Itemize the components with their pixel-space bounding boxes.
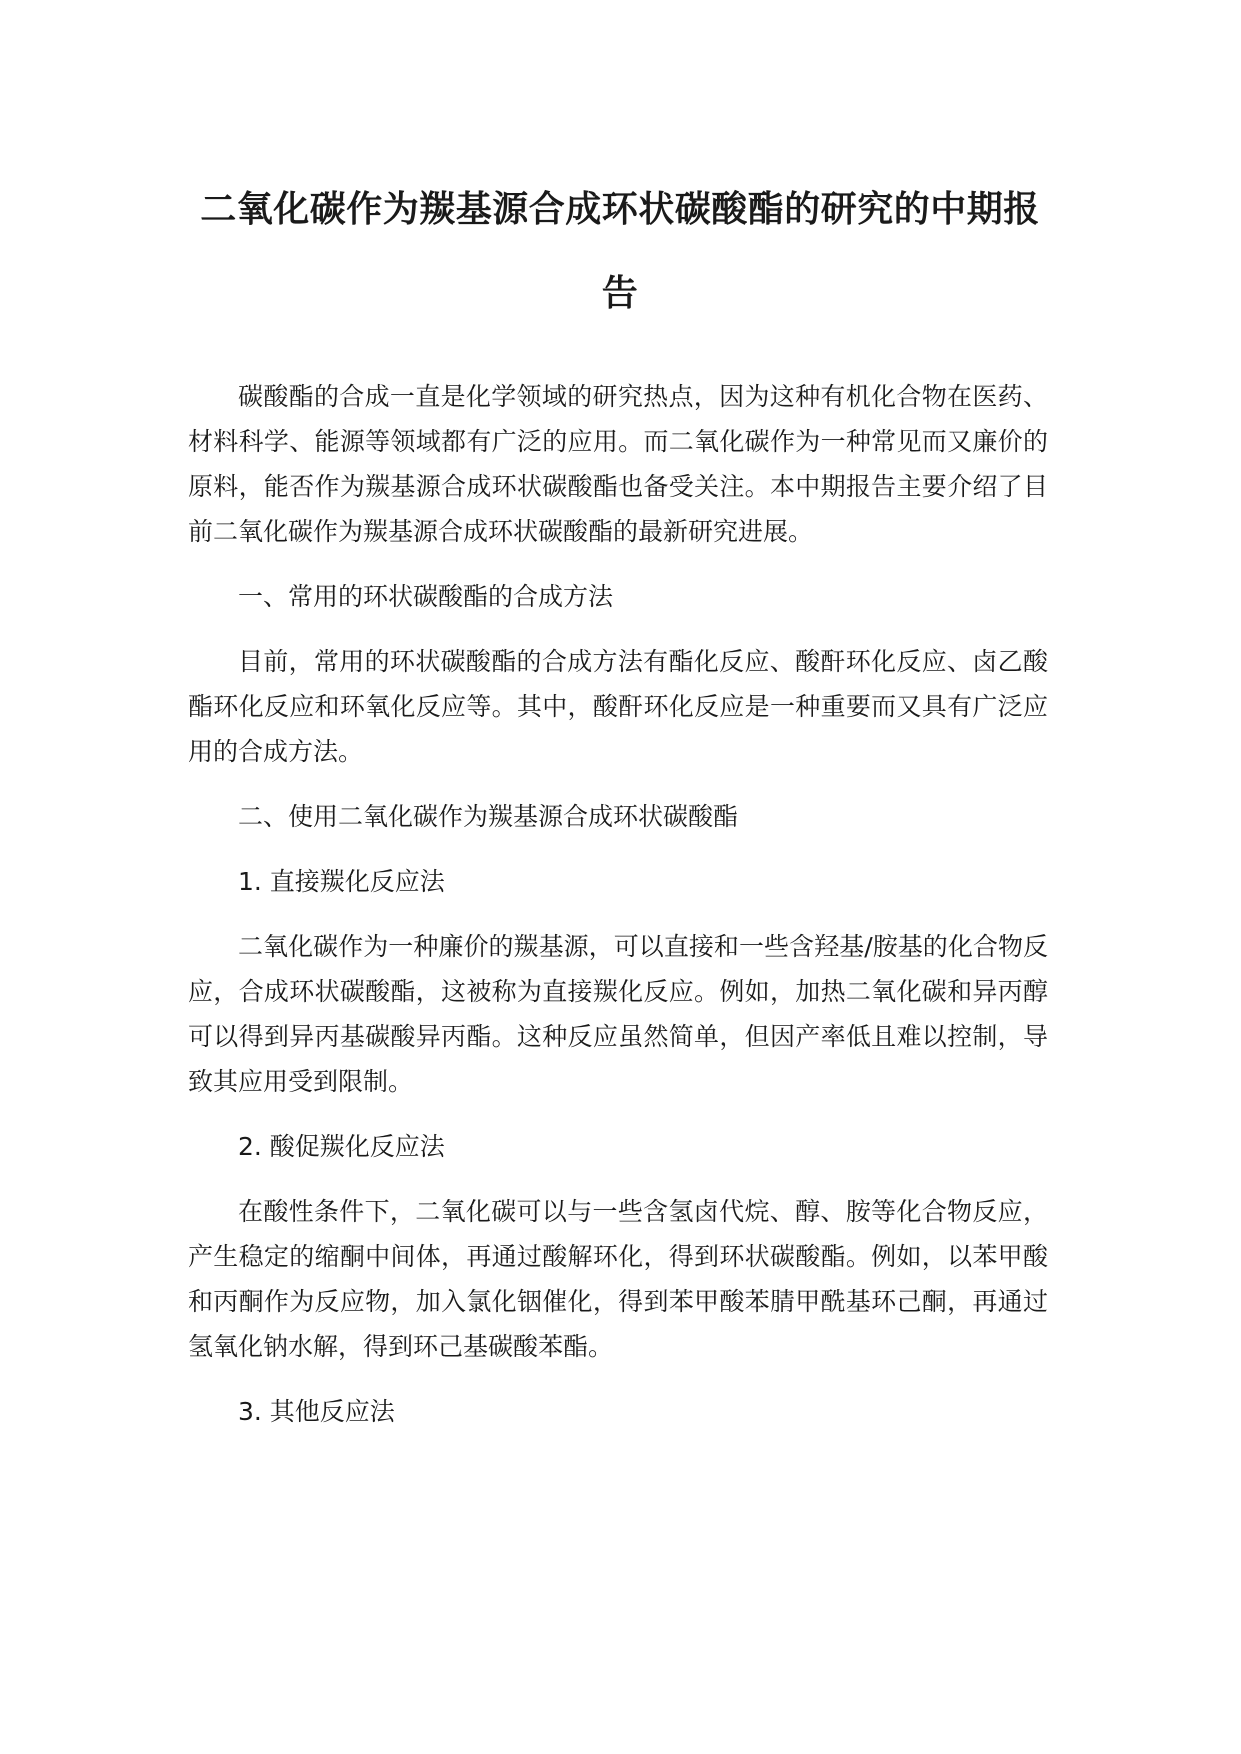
subsection-2-2-paragraph: 在酸性条件下，二氧化碳可以与一些含氢卤代烷、醇、胺等化合物反应，产生稳定的缩酮中间体，再通过酸解环化，得到环状碳酸酯。例如，以苯甲酸和丙酮作为反应物，加入氯化铟催化，得到苯甲酸苯腈甲酰基环己酮，再通过氢氧化钠水解，得到环己基碳酸苯酯。 — [188, 1197, 1048, 1361]
section-heading-2: 二、使用二氧化碳作为羰基源合成环状碳酸酯 — [238, 802, 739, 831]
section-1-paragraph: 目前，常用的环状碳酸酯的合成方法有酯化反应、酸酐环化反应、卤乙酸酯环化反应和环氧化反应等。其中，酸酐环化反应是一种重要而又具有广泛应用的合成方法。 — [188, 647, 1048, 766]
intro-paragraph: 碳酸酯的合成一直是化学领域的研究热点，因为这种有机化合物在医药、材料科学、能源等领域都有广泛的应用。而二氧化碳作为一种常见而又廉价的原料，能否作为羰基源合成环状碳酸酯也备受关注。本中期报告主要介绍了目前二氧化碳作为羰基源合成环状碳酸酯的最新研究进展。 — [188, 382, 1048, 546]
subsection-2-1-paragraph: 二氧化碳作为一种廉价的羰基源，可以直接和一些含羟基/胺基的化合物反应，合成环状碳酸酯，这被称为直接羰化反应。例如，加热二氧化碳和异丙醇可以得到异丙基碳酸异丙酯。这种反应虽然简单，但因产率低且难以控制，导致其应用受到限制。 — [188, 932, 1048, 1096]
document-body — [188, 374, 1048, 1454]
subsection-heading-2-3: 3. 其他反应法 — [238, 1397, 395, 1426]
section-heading-1: 一、常用的环状碳酸酯的合成方法 — [238, 582, 614, 611]
subsection-heading-2-1: 1. 直接羰化反应法 — [238, 867, 445, 896]
subsection-heading-2-2: 2. 酸促羰化反应法 — [238, 1132, 445, 1161]
document-title: 二氧化碳作为羰基源合成环状碳酸酯的研究的中期报告 — [200, 189, 1040, 314]
